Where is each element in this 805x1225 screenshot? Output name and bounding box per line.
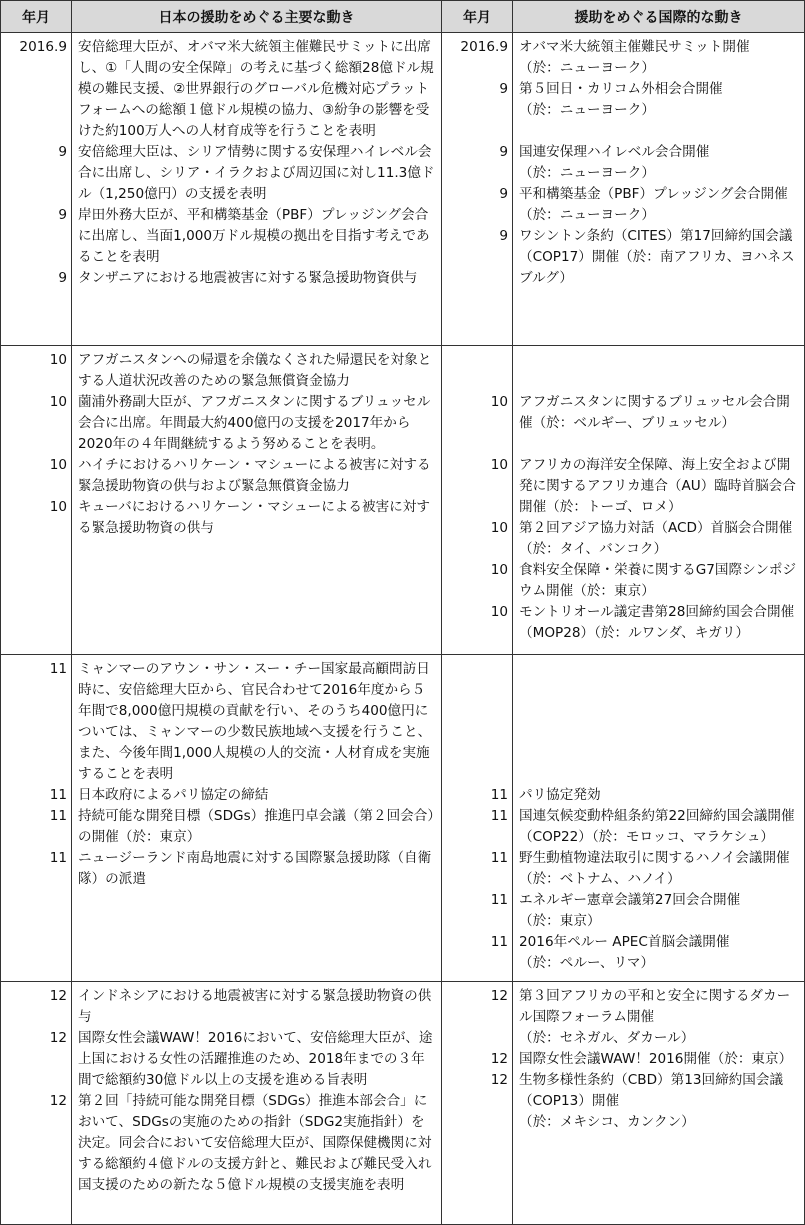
jp-entry-month: 10 [49,394,67,410]
intl-entry-month: 10 [490,520,508,536]
jp-entry-text: 安倍総理大臣が、オバマ米大統領主催難民サミットに出席し、①「人間の安全保障」の考えに基づく総額28億ドル規模の難民支援、②世界銀行のグローバル危機対応プラットフォームへの総額１億ドル規模の協力、③紛争の影響を受けた約100万人への人材育成等を行うことを表明 [78,39,434,139]
header-row [1,1,805,33]
intl-entry-month: 11 [490,892,508,908]
jp-entry-month: 12 [49,1030,67,1046]
intl-entry-month: 10 [490,457,508,473]
intl-entry-text: 第２回アジア協力対話（ACD）首脳会合開催（於：タイ、バンコク） [519,520,793,557]
intl-entry-text: オバマ米大統領主催難民サミット開催 （於：ニューヨーク） [519,39,750,76]
header-japan-aid: 日本の援助をめぐる主要な動き [72,1,442,33]
intl-entry-text: アフガニスタンに関するブリュッセル会合開催（於：ベルギー、ブリュッセル） [519,394,790,431]
jp-month-cell [1,346,72,655]
intl-entry-month: 11 [490,850,508,866]
jp-entry-month: 12 [49,988,67,1004]
timeline-block [1,982,805,1225]
jp-entry-month: 11 [49,850,67,866]
intl-entry-month: 11 [490,934,508,950]
jp-entry-text: インドネシアにおける地震被害に対する緊急援助物資の供与 [78,988,432,1025]
jp-entry-month: 9 [58,144,67,160]
intl-entry-month: 12 [490,988,508,1004]
intl-entry-text: 平和構築基金（PBF）プレッジング会合開催（於：ニューヨーク） [519,186,788,223]
jp-entry-text: 第２回「持続可能な開発目標（SDGs）推進本部会合」において、SDGsの実施のための指針（SDG2実施指針）を決定。同会合において安倍総理大臣が、国際保健機関に対する総額約４億ドルの支援方針と、難民および難民受入れ国支援のための新たな５億ドル規模の支援実施を表明 [78,1093,432,1193]
intl-entry-month: 12 [490,1072,508,1088]
intl-text-cell [513,346,805,655]
intl-month-cell [442,33,513,346]
intl-entry-text: 生物多様性条約（CBD）第13回締約国会議（COP13）開催 （於：メキシコ、カンクン） [519,1072,784,1130]
intl-entry-text: 第５回日・カリコム外相会合開催 （於：ニューヨーク） [519,81,723,118]
jp-entry-month: 9 [58,270,67,286]
intl-entry-text: 第３回アフリカの平和と安全に関するダカール国際フォーラム開催 （於：セネガル、ダカール） [519,988,791,1046]
intl-text-cell [513,655,805,982]
intl-entry-month: 10 [490,394,508,410]
intl-entry-text: 2016年ペルー APEC首脳会議開催 （於：ペルー、リマ） [519,934,730,971]
header-year-month-left: 年月 [1,1,72,33]
intl-entry-month: 2016.9 [460,39,508,55]
intl-entry-text: ワシントン条約（CITES）第17回締約国会議（COP17）開催（於：南アフリカ、ヨハネスブルグ） [519,228,795,286]
jp-entry-text: 持続可能な開発目標（SDGs）推進円卓会議（第２回会合）の開催（於：東京） [78,808,435,845]
jp-entry-text: 薗浦外務副大臣が、アフガニスタンに関するブリュッセル会合に出席。年間最大約400億円の支援を2017年から2020年の４年間継続するよう努めることを表明。 [78,394,431,452]
intl-month-cell [442,346,513,655]
jp-month-cell [1,655,72,982]
jp-text-cell [72,33,442,346]
jp-entry-month: 10 [49,499,67,515]
jp-entry-text: 日本政府によるパリ協定の締結 [78,787,269,803]
timeline-block [1,655,805,982]
jp-month-cell [1,982,72,1225]
intl-entry-month: 9 [499,228,508,244]
jp-entry-text: タンザニアにおける地震被害に対する緊急援助物資供与 [78,270,418,286]
jp-entry-text: アフガニスタンへの帰還を余儀なくされた帰還民を対象とする人道状況改善のための緊急無償資金協力 [78,352,432,389]
intl-entry-month: 9 [499,186,508,202]
jp-entry-month: 10 [49,457,67,473]
jp-entry-text: 国際女性会議WAW！2016において、安倍総理大臣が、途上国における女性の活躍推進のため、2018年までの３年間で総額約30億ドル以上の支援を進める旨表明 [78,1030,433,1088]
jp-text-cell [72,346,442,655]
jp-entry-month: 12 [49,1093,67,1109]
header-year-month-right: 年月 [442,1,513,33]
jp-text-cell [72,982,442,1225]
jp-entry-text: ニュージーランド南島地震に対する国際緊急援助隊（自衛隊）の派遣 [78,850,432,887]
intl-entry-text: モントリオール議定書第28回締約国会合開催（MOP28）（於：ルワンダ、キガリ） [519,604,795,641]
jp-entry-month: 11 [49,661,67,677]
timeline-block [1,33,805,346]
jp-entry-text: 安倍総理大臣は、シリア情勢に関する安保理ハイレベル会合に出席し、シリア・イラクおよび周辺国に対し11.3億ドル（1,250億円）の支援を表明 [78,144,435,202]
intl-entry-text: 野生動植物違法取引に関するハノイ会議開催（於：ベトナム、ハノイ） [519,850,790,887]
intl-entry-month: 9 [499,81,508,97]
intl-entry-text: 国連安保理ハイレベル会合開催 （於：ニューヨーク） [519,144,710,181]
intl-entry-month: 10 [490,562,508,578]
jp-entry-month: 10 [49,352,67,368]
intl-entry-text: アフリカの海洋安全保障、海上安全および開発に関するアフリカ連合（AU）臨時首脳会合開催（於：トーゴ、ロメ） [519,457,796,515]
intl-month-cell [442,655,513,982]
jp-entry-month: 11 [49,808,67,824]
jp-entry-text: 岸田外務大臣が、平和構築基金（PBF）プレッジング会合に出席し、当面1,000万ドル規模の拠出を目指す考えであることを表明 [78,207,430,265]
intl-entry-month: 11 [490,808,508,824]
jp-text-cell [72,655,442,982]
jp-entry-text: キューバにおけるハリケーン・マシューによる被害に対する緊急援助物資の供与 [78,499,430,536]
intl-entry-text: パリ協定発効 [519,787,601,803]
intl-entry-text: エネルギー憲章会議第27回会合開催 （於：東京） [519,892,741,929]
intl-text-cell [513,33,805,346]
jp-entry-month: 9 [58,207,67,223]
header-international: 援助をめぐる国際的な動き [513,1,805,33]
intl-entry-text: 国際女性会議WAW！2016開催（於：東京） [519,1051,793,1067]
timeline-block [1,346,805,655]
jp-month-cell [1,33,72,346]
jp-entry-text: ミャンマーのアウン・サン・スー・チー国家最高顧問訪日時に、安倍総理大臣から、官民合わせて2016年度から５年間で8,000億円規模の貢献を行い、そのうち400億円については、ミャンマーの少数民族地域へ支援を行うこと、また、今後年間1,000人規模の人的交流・人材育成を実施することを表明 [78,661,432,782]
intl-entry-text: 国連気候変動枠組条約第22回締約国会議開催（COP22）（於：モロッコ、マラケシュ） [519,808,795,845]
intl-month-cell [442,982,513,1225]
intl-text-cell [513,982,805,1225]
intl-entry-text: 食料安全保障・栄養に関するG7国際シンポジウム開催（於：東京） [519,562,797,599]
jp-entry-month: 2016.9 [19,39,67,55]
intl-entry-month: 9 [499,144,508,160]
intl-entry-month: 11 [490,787,508,803]
jp-entry-text: ハイチにおけるハリケーン・マシューによる被害に対する緊急援助物資の供与および緊急無償資金協力 [78,457,431,494]
intl-entry-month: 10 [490,604,508,620]
intl-entry-month: 12 [490,1051,508,1067]
jp-entry-month: 11 [49,787,67,803]
